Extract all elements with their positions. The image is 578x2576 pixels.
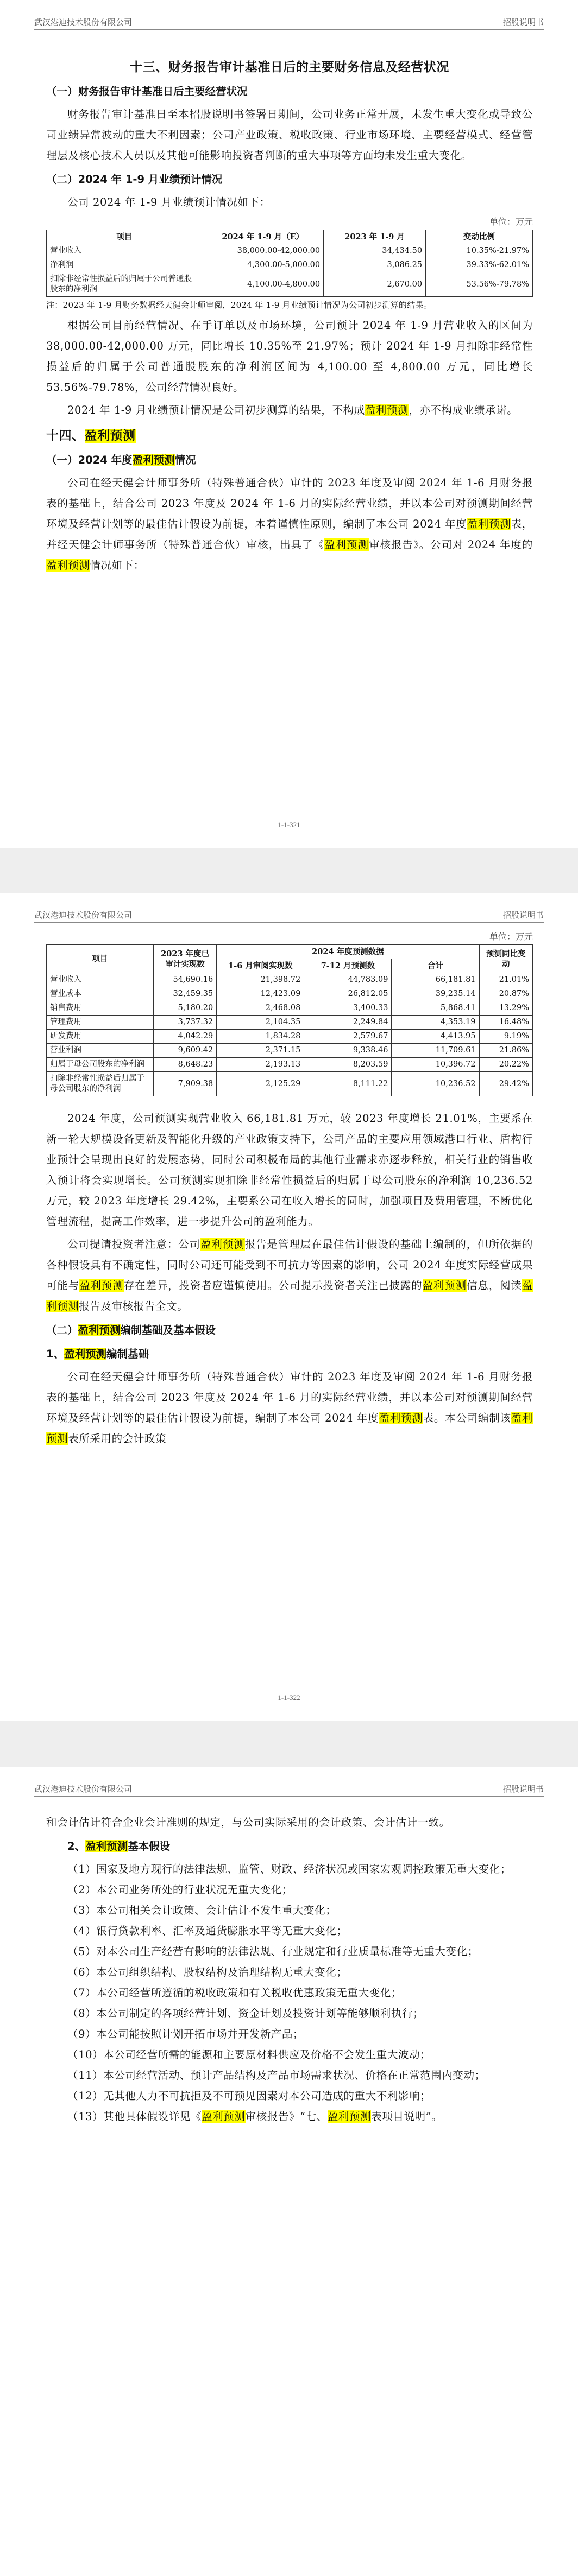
highlight-profit-forecast: 盈利预测: [365, 404, 409, 416]
highlight-profit-forecast: 盈利预测: [84, 429, 136, 443]
highlight-profit-forecast: 盈利预测: [327, 2110, 372, 2123]
table-cell: 营业收入: [47, 973, 154, 987]
table-row: [47, 987, 533, 1001]
table-row: [47, 258, 533, 272]
highlight-profit-forecast: 盈利预测: [64, 1348, 107, 1360]
page-3: [0, 1767, 578, 2576]
list-item: （4）银行贷款利率、汇率及通货膨胀水平等无重大变化；: [67, 1925, 348, 1937]
table-row: [47, 1001, 533, 1016]
col-header-change: 变动比例: [426, 230, 533, 244]
table-cell: 12,423.09: [217, 987, 304, 1001]
text-run: 信息，阅读: [467, 1279, 522, 1292]
text-run: 公司在经天健会计师事务所（特殊普通合伙）审计的 2023 年度及审阅 2024 年 1-6 月财务报表的基础上，结合公司 2023 年度及 2024 年 1-6 月的实际经营业绩，并以本公司对预测期间经营环境及经营计划等的最佳估计假设为前提，本着谨慎性原则，编制了本公司 2024 年度: [46, 477, 533, 530]
table-cell: 3,737.32: [153, 1016, 216, 1030]
text-run: 表项目说明”。: [371, 2110, 443, 2123]
col-header-total: 合计: [392, 959, 479, 973]
table-row: [47, 272, 533, 297]
highlight-profit-forecast: 盈利预测: [78, 1324, 121, 1336]
highlight-profit-forecast: 盈利预测: [467, 518, 511, 530]
text-run: 基本假设: [128, 1840, 171, 1852]
table-row: [47, 244, 533, 258]
table-cell: 11,709.61: [392, 1044, 479, 1058]
section-13-title: 十三、财务报告审计基准日后的主要财务信息及经营状况: [130, 60, 449, 74]
table-cell: 2,371.15: [217, 1044, 304, 1058]
subsection-1-title: （一）财务报告审计基准日后主要经营状况: [46, 85, 248, 98]
text-run: 表。本公司编制该: [423, 1412, 511, 1424]
table-cell: 32,459.35: [153, 987, 216, 1001]
table-cell: 3,086.25: [324, 258, 426, 272]
highlight-profit-forecast: 盈利预测: [379, 1412, 423, 1424]
text-run: （二）: [46, 1324, 78, 1336]
text-run: 公司提请投资者注意：公司: [67, 1238, 200, 1251]
table-cell: 20.22%: [479, 1058, 532, 1072]
text-run: 审核报告》。公司对 2024 年度的: [368, 538, 533, 551]
paragraph-continuation: 和会计估计符合企业会计准则的规定，与公司实际采用的会计政策、会计估计一致。: [46, 1816, 450, 1829]
text-run: 情况: [174, 454, 196, 466]
table-cell: 2,468.08: [217, 1001, 304, 1016]
page-header: [34, 1783, 544, 1797]
text-run: 公司在经天健会计师事务所（特殊普通合伙）审计的 2023 年度及审阅 2024 年 1-6 月财务报表的基础上，结合公司 2023 年度及 2024 年 1-6 月的实际经营业绩，并以本公司对预测期间经营环境及经营计划等的最佳估计假设为前提，编制了本公司 2024 年度: [46, 1371, 533, 1424]
highlight-profit-forecast: 盈利预测: [202, 2110, 246, 2123]
paragraph-forecast-basis: [46, 473, 533, 576]
header-company: 武汉港迪技术股份有限公司: [34, 1784, 133, 1794]
table-cell: 10,236.52: [392, 1072, 479, 1096]
table-cell: 44,783.09: [304, 973, 392, 987]
text-run: （13）其他具体假设详见《: [67, 2110, 202, 2123]
text-run: 审核报告》“七、: [245, 2110, 328, 2123]
page-header: [34, 16, 544, 30]
table-cell: 5,180.20: [153, 1001, 216, 1016]
table-cell: 9,338.46: [304, 1044, 392, 1058]
list-item: （2）本公司业务所处的行业状况无重大变化；: [67, 1883, 293, 1896]
page-number: 1-1-321: [278, 821, 300, 829]
col-header-2024-forecast: 2024 年度预测数据: [217, 945, 479, 959]
table-row: [47, 1044, 533, 1058]
table-cell: 5,868.41: [392, 1001, 479, 1016]
table-cell: 净利润: [47, 258, 202, 272]
header-doc-type: 招股说明书: [502, 1784, 544, 1794]
subsection-14-1-title: [46, 450, 533, 471]
page-1-content: [46, 52, 533, 578]
text-run: 表，并经天健会计师事务所（特殊普通合伙）审核，出具了《: [46, 518, 533, 551]
highlight-profit-forecast: 盈利预测: [422, 1279, 467, 1292]
text-run: ，亦不构成业绩承诺。: [409, 404, 518, 416]
table-cell: 21,398.72: [217, 973, 304, 987]
col-header-2023: 2023 年 1-9 月: [324, 230, 426, 244]
text-run: 表所采用的会计政策: [68, 1432, 167, 1445]
table-cell: 营业利润: [47, 1044, 154, 1058]
table-cell: 38,000.00-42,000.00: [202, 244, 324, 258]
paragraph-preparation-basis: [46, 1367, 533, 1449]
page-number: 1-1-322: [278, 1693, 300, 1702]
table-cell: 3,400.33: [304, 1001, 392, 1016]
table-cell: 扣除非经常性损益后的归属于公司普通股股东的净利润: [47, 272, 202, 297]
text-run: 存在差异，投资者应谨慎使用。公司提示投资者关注已披露的: [123, 1279, 423, 1292]
highlight-profit-forecast: 盈利预测: [46, 559, 90, 572]
col-header-yoy: 预测同比变动: [479, 945, 532, 973]
text-run: 编制基础及基本假设: [120, 1324, 216, 1336]
section-14-title: [46, 425, 533, 447]
table-cell: 9,609.42: [153, 1044, 216, 1058]
table-cell: 管理费用: [47, 1016, 154, 1030]
table-cell: 20.87%: [479, 987, 532, 1001]
list-item: （11）本公司经营活动、预计产品结构及产品市场需求状况、价格在正常范围内变动；: [67, 2069, 486, 2082]
table-cell: 1,834.28: [217, 1030, 304, 1044]
page-2-content: [46, 929, 533, 1451]
table-row: [47, 1072, 533, 1096]
text-run: 报告是管理层在最佳估计假设的基础上编制的，但所依据的各种假设具有不确定性，同时公司还可能受到不可抗力等因素的影响，公司 2024 年度实际经营成果可能与: [46, 1238, 533, 1292]
table-cell: 4,413.95: [392, 1030, 479, 1044]
text-run: 2、: [67, 1840, 86, 1852]
forecast-jan-sep-table: [46, 230, 533, 297]
table-cell: 26,812.05: [304, 987, 392, 1001]
table-cell: 66,181.81: [392, 973, 479, 987]
header-doc-type: 招股说明书: [502, 17, 544, 27]
highlight-profit-forecast: 盈利预测: [324, 538, 369, 551]
forecast-2024-table: [46, 944, 533, 1096]
list-item: （8）本公司制定的各项经营计划、资金计划及投资计划等能够顺利执行；: [67, 2007, 424, 2020]
table-cell: 8,648.23: [153, 1058, 216, 1072]
table-row: [47, 1016, 533, 1030]
subsection-2-title: （二）2024 年 1-9 月业绩预计情况: [46, 173, 223, 186]
table-cell: 销售费用: [47, 1001, 154, 1016]
paragraph-post-audit-status: 财务报告审计基准日至本招股说明书签署日期间，公司业务正常开展，未发生重大变化或导致公司业绩异常波动的重大不利因素；公司产业政策、税收政策、行业市场环境、主要经营模式、经营管理层及核心技术人员以及其他可能影响投资者判断的重大事项等方面均未发生重大变化。: [46, 108, 533, 162]
table-cell: 21.01%: [479, 973, 532, 987]
table-unit: 单位：万元: [489, 931, 533, 942]
table-cell: 2,193.13: [217, 1058, 304, 1072]
text-run: 十四、: [46, 429, 85, 443]
table-cell: 8,203.59: [304, 1058, 392, 1072]
table-cell: 7,909.38: [153, 1072, 216, 1096]
list-item: （12）无其他人力不可抗拒及不可预见因素对本公司造成的重大不利影响；: [67, 2090, 431, 2102]
header-company: 武汉港迪技术股份有限公司: [34, 910, 133, 920]
table-cell: 10.35%-21.97%: [426, 244, 533, 258]
table-cell: 归属于母公司股东的净利润: [47, 1058, 154, 1072]
highlight-profit-forecast: 盈利预测: [85, 1840, 128, 1852]
list-item: （7）本公司经营所遵循的税收政策和有关税收优惠政策无重大变化；: [67, 1987, 403, 1999]
table-cell: 29.42%: [479, 1072, 532, 1096]
page-1: [0, 0, 578, 848]
paragraph-disclaimer: [46, 400, 533, 421]
subsection-14-2-2-title: [46, 1836, 533, 1857]
text-run: 情况如下：: [90, 559, 144, 572]
list-item: （3）本公司相关会计政策、会计估计不发生重大变化；: [67, 1904, 337, 1917]
subsection-14-2-1-title: [46, 1344, 533, 1365]
table-unit: 单位：万元: [489, 217, 533, 227]
table-cell: 2,670.00: [324, 272, 426, 297]
forecast-intro: 公司 2024 年 1-9 月业绩预计情况如下：: [67, 196, 271, 208]
paragraph-2024-forecast-analysis: 2024 年度，公司预测实现营业收入 66,181.81 万元，较 2023 年度增长 21.01%，主要系在新一轮大规模设备更新及智能化升级的产业政策支持下，公司产品的主要应用领域港口行业、盾构行业预计会呈现出良好的发展态势，同时公司积极布局的其他行业需求亦逐步释放，相关行业的销售收入预计将会实现增长。公司预测实现扣除非经常性损益后的归属于母公司股东的净利润 10,236.52 万元，较 2023 年度增长 29.42%，主要系公司在收入增长的同时，加强项目及费用管理，不断优化管理流程，提高工作效率，进一步提升公司的盈利能力。: [46, 1112, 533, 1228]
table-cell: 营业成本: [47, 987, 154, 1001]
table-cell: 9.19%: [479, 1030, 532, 1044]
list-item: （9）本公司能按照计划开拓市场并开发新产品；: [67, 2028, 304, 2040]
table-cell: 21.86%: [479, 1044, 532, 1058]
table-cell: 研发费用: [47, 1030, 154, 1044]
col-header-2024e: 2024 年 1-9 月（E）: [202, 230, 324, 244]
text-run: 编制基础: [106, 1348, 149, 1360]
table-row: [47, 1030, 533, 1044]
list-item: （6）本公司组织结构、股权结构及治理结构无重大变化；: [67, 1966, 348, 1978]
col-header-2023-audited: 2023 年度已审计实现数: [153, 945, 216, 973]
header-doc-type: 招股说明书: [502, 910, 544, 920]
table-cell: 4,100.00-4,800.00: [202, 272, 324, 297]
col-header-item: 项目: [47, 945, 154, 973]
table-footnote: 注：2023 年 1-9 月财务数据经天健会计师审阅，2024 年 1-9 月业绩预计情况为公司初步测算的结果。: [46, 300, 432, 310]
table-cell: 2,125.29: [217, 1072, 304, 1096]
list-item: （10）本公司经营所需的能源和主要原材料供应及价格不会发生重大波动；: [67, 2048, 431, 2061]
table-cell: 4,300.00-5,000.00: [202, 258, 324, 272]
table-cell: 4,042.29: [153, 1030, 216, 1044]
text-run: 1、: [46, 1348, 65, 1360]
table-cell: 10,396.72: [392, 1058, 479, 1072]
list-item: [46, 2107, 533, 2127]
table-cell: 2,104.35: [217, 1016, 304, 1030]
highlight-profit-forecast: 盈利预测: [79, 1279, 124, 1292]
paragraph-forecast-range: 根据公司目前经营情况、在手订单以及市场环境，公司预计 2024 年 1-9 月营业收入的区间为 38,000.00-42,000.00 万元，同比增长 10.35%至 21.97%；预计 2024 年 1-9 月扣除非经常性损益后的归属于公司普通股股东的净利润区间为 4,100.00 至 4,800.00 万元，同比增长 53.56%-79.78%，公司经营情况良好。: [46, 319, 533, 394]
list-item: （1）国家及地方现行的法律法规、监管、财政、经济状况或国家宏观调控政策无重大变化；: [67, 1863, 512, 1875]
page-header: [34, 909, 544, 923]
table-cell: 4,353.19: [392, 1016, 479, 1030]
table-cell: 2,579.67: [304, 1030, 392, 1044]
highlight-profit-forecast: 盈利预测: [46, 1412, 533, 1445]
subsection-14-2-title: [46, 1320, 533, 1341]
table-cell: 39,235.14: [392, 987, 479, 1001]
table-row: [47, 973, 533, 987]
list-item: （5）对本公司生产经营有影响的法律法规、行业规定和行业质量标准等无重大变化；: [67, 1945, 479, 1958]
table-cell: 34,434.50: [324, 244, 426, 258]
highlight-profit-forecast: 盈利预测: [132, 454, 175, 466]
col-header-h2-forecast: 7-12 月预测数: [304, 959, 392, 973]
table-cell: 扣除非经常性损益后归属于母公司股东的净利润: [47, 1072, 154, 1096]
page-3-content: [46, 1812, 533, 2127]
text-run: 2024 年 1-9 月业绩预计情况是公司初步测算的结果，不构成: [67, 404, 365, 416]
table-cell: 16.48%: [479, 1016, 532, 1030]
assumption-list: [46, 1859, 533, 2107]
table-cell: 13.29%: [479, 1001, 532, 1016]
table-cell: 2,249.84: [304, 1016, 392, 1030]
highlight-profit-forecast: 盈利预测: [46, 1279, 533, 1312]
header-company: 武汉港迪技术股份有限公司: [34, 17, 133, 27]
table-cell: 53.56%-79.78%: [426, 272, 533, 297]
highlight-profit-forecast: 盈利预测: [200, 1238, 245, 1251]
text-run: 报告及审核报告全文。: [79, 1300, 189, 1312]
text-run: （一）2024 年度: [46, 454, 133, 466]
page-2: [0, 893, 578, 1721]
col-header-item: 项目: [47, 230, 202, 244]
table-cell: 营业收入: [47, 244, 202, 258]
table-cell: 39.33%-62.01%: [426, 258, 533, 272]
table-cell: 54,690.16: [153, 973, 216, 987]
table-cell: 8,111.22: [304, 1072, 392, 1096]
paragraph-investor-notice: [46, 1234, 533, 1317]
col-header-h1-reviewed: 1-6 月审阅实现数: [217, 959, 304, 973]
table-row: [47, 1058, 533, 1072]
